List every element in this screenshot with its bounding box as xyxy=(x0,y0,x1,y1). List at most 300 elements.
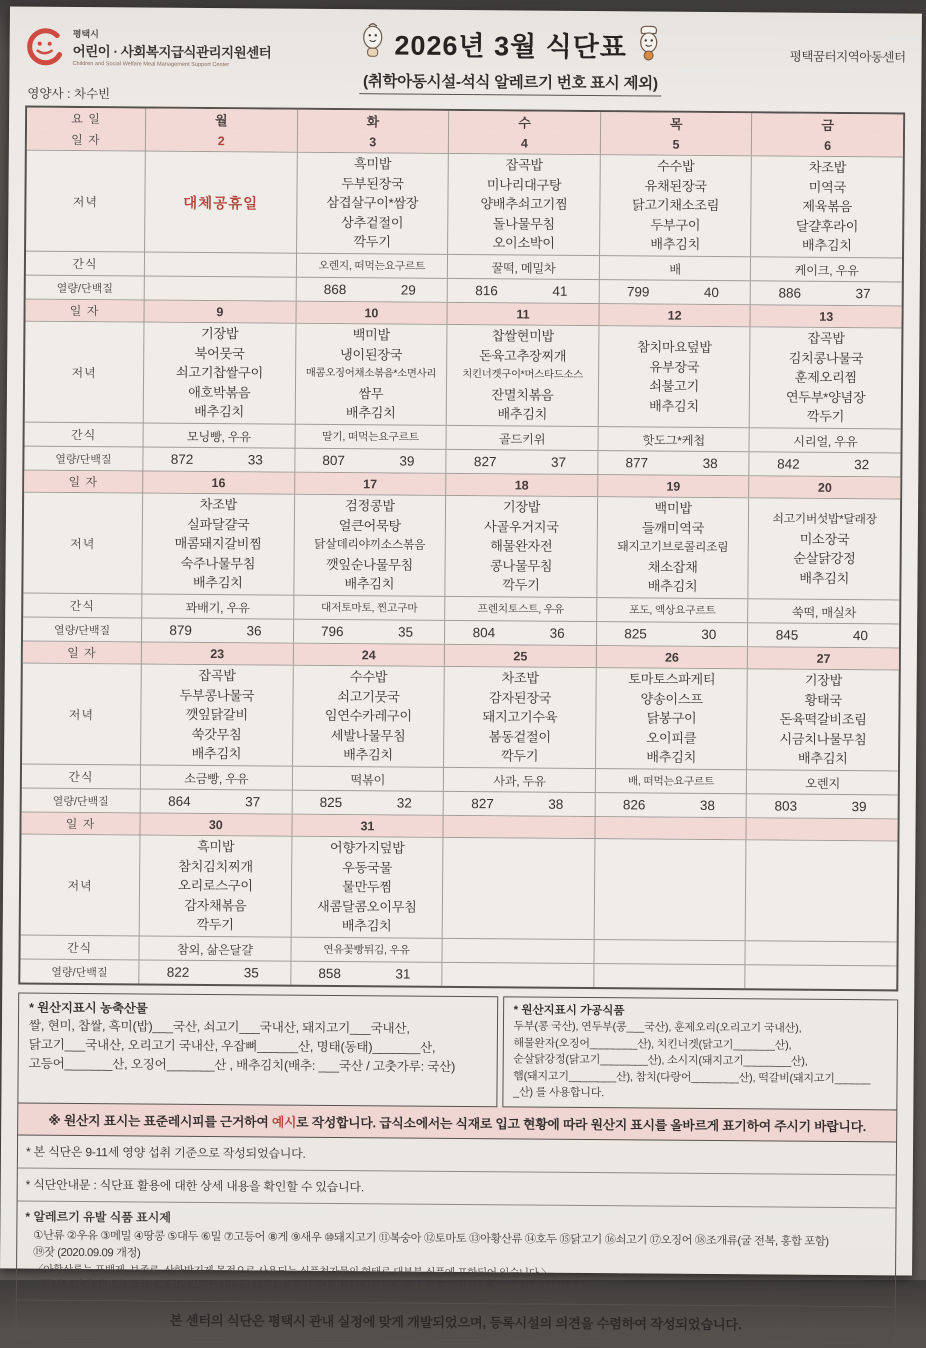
date-cell: 16 xyxy=(142,471,294,493)
date-cell: 4 xyxy=(448,132,600,154)
menu-cell xyxy=(745,840,897,941)
snack-cell: 딸기, 떠먹는요구르트 xyxy=(294,425,446,449)
menu-item: 사골우거지국 xyxy=(484,518,559,535)
kcal-value: 796 xyxy=(320,623,344,640)
date-cell: 19 xyxy=(597,475,749,497)
menu-item: 닭살데리야끼소스볶음 xyxy=(314,537,426,552)
menu-item: 깍두기 xyxy=(196,917,234,933)
row-label-dinner: 저녁 xyxy=(68,707,95,722)
menu-cell xyxy=(293,495,445,596)
weekday-tue: 화 xyxy=(297,110,449,132)
dinner-row xyxy=(26,150,903,258)
menu-item: 참치마요덮밥 xyxy=(637,339,712,355)
logo-org-en: Children and Social Welfare Meal Management Support Center xyxy=(72,60,230,69)
menu-item: 백미밥 xyxy=(654,500,692,517)
energy-cell xyxy=(291,791,443,815)
protein-value: 37 xyxy=(855,286,871,302)
menu-item: 숙주나물무침 xyxy=(180,555,256,572)
weekday-fri: 금 xyxy=(751,113,903,135)
snack-cell xyxy=(593,940,745,964)
title-block xyxy=(283,21,738,98)
kcal-value: 807 xyxy=(322,452,345,469)
menu-item: 수수밥 xyxy=(349,669,388,685)
menu-item: 쑥갓무침 xyxy=(191,726,242,743)
menu-cell xyxy=(446,325,598,426)
row-label-date: 일 자 xyxy=(23,642,141,664)
menu-item: 돼지고기수육 xyxy=(482,709,558,726)
protein-value: 39 xyxy=(851,799,867,815)
menu-item: 황태국 xyxy=(804,692,842,708)
allergy-section xyxy=(17,1201,896,1307)
menu-item: 닭고기채소조림 xyxy=(631,197,720,214)
kcal-value: 826 xyxy=(622,797,646,813)
origin-processed-line: 두부(콩 국산), 연두부(콩___국산), 훈제오리(오리고기 국내산), xyxy=(513,1020,802,1035)
menu-cell xyxy=(140,664,292,765)
kcal-value: 825 xyxy=(319,794,343,811)
origin-livestock-title: * 원산지표시 농축산물 xyxy=(29,1000,148,1016)
menu-weeks xyxy=(20,129,903,990)
menu-item: 배추김치 xyxy=(799,570,850,586)
protein-value: 35 xyxy=(243,965,259,981)
origin-processed-line: 해물완자(오징어________산), 치킨너겟(닭고기_______산), xyxy=(513,1036,792,1052)
energy-cell xyxy=(746,794,898,818)
snack-cell: 배 xyxy=(599,256,751,280)
menu-item: 배추김치 xyxy=(341,918,392,934)
kcal-value: 827 xyxy=(473,454,497,470)
protein-value: 37 xyxy=(550,454,567,470)
menu-item: 유채된장국 xyxy=(644,178,707,194)
kcal-value: 864 xyxy=(168,793,191,809)
menu-item: 제육볶음 xyxy=(802,198,853,215)
row-label-snack: 간식 xyxy=(70,427,97,443)
date-cell: 12 xyxy=(598,304,750,326)
menu-item: 순살닭강정 xyxy=(793,550,856,567)
menu-cell xyxy=(139,835,291,936)
logo-text xyxy=(72,27,271,74)
menu-cell xyxy=(599,155,751,256)
protein-value: 32 xyxy=(396,795,412,811)
row-label-date: 일 자 xyxy=(24,471,142,493)
snack-cell: 포도, 액상요구르트 xyxy=(596,598,748,622)
date-cell: 2 xyxy=(145,130,297,152)
kcal-value: 816 xyxy=(475,283,498,299)
energy-cell xyxy=(749,452,901,476)
date-cell: 25 xyxy=(444,645,596,667)
menu-cell xyxy=(290,837,442,938)
menu-item: 토마토스파게티 xyxy=(628,671,716,688)
menu-table xyxy=(18,106,905,992)
menu-item: 훈제오리찜 xyxy=(794,369,857,386)
dinner-row xyxy=(25,321,902,429)
allergy-list-line: ⑲잣 (2020.09.09 개정) xyxy=(33,1246,141,1260)
menu-cell xyxy=(292,666,444,767)
menu-cell xyxy=(442,838,594,939)
allergy-list-line: ①난류 ②우유 ③메밀 ④땅콩 ⑤대두 ⑥밀 ⑦고등어 ⑧게 ⑨새우 ⑩돼지고기 ⑪복숭아 ⑫토마토 ⑬아황산류 ⑭호두 ⑮닭고기 ⑯쇠고기 ⑰오징어 ⑱조개류(굴 전복, 홍합 포함) xyxy=(33,1229,829,1248)
chef-mascot-icon xyxy=(635,23,663,66)
snack-cell: 모닝빵, 우유 xyxy=(143,423,295,447)
kcal-value: 886 xyxy=(778,285,802,301)
smiley-logo-icon xyxy=(25,27,65,72)
center-logo xyxy=(25,19,283,74)
row-label-dinner: 저녁 xyxy=(71,365,97,380)
energy-cell xyxy=(446,450,598,474)
row-label-date: 일 자 xyxy=(21,813,139,835)
date-cell: 24 xyxy=(292,644,444,666)
energy-cell xyxy=(597,451,749,475)
note-nutrition-standard: * 본 식단은 9-11세 영양 섭취 기준으로 작성되었습니다. xyxy=(18,1135,896,1175)
snack-cell: 대저토마토, 찐고구마 xyxy=(293,596,445,620)
snack-cell: 소금빵, 우유 xyxy=(140,765,292,789)
date-cell: 26 xyxy=(596,646,748,668)
kcal-value: 845 xyxy=(775,627,799,643)
menu-cell xyxy=(296,153,448,254)
menu-item: 오리로스구이 xyxy=(177,878,253,894)
menu-item: 배추김치 xyxy=(646,749,697,766)
snack-cell: 꿀떡, 메밀차 xyxy=(447,255,599,279)
banner-text-post: 로 작성합니다. 급식소에서는 식재로 입고 현황에 따라 원산지 표시를 올바르게 표기하여 주시기 바랍니다. xyxy=(296,1114,867,1134)
snack-cell: 프렌치토스트, 우유 xyxy=(444,597,596,621)
kcal-value: 879 xyxy=(169,622,193,638)
menu-item: 배추김치 xyxy=(343,747,393,763)
banner-text-pre: ※ 원산지 표시는 표준레시피를 근거하여 xyxy=(48,1112,272,1130)
date-cell: 23 xyxy=(141,642,293,664)
protein-value: 37 xyxy=(245,794,261,810)
row-label-dinner: 저녁 xyxy=(72,194,99,209)
origin-processed-line: 햄(돼지고기________산), 참치(다랑어________산), 떡갈비(돼지고기______ xyxy=(513,1069,871,1085)
date-cell: 18 xyxy=(445,474,597,496)
kcal-value: 872 xyxy=(170,451,194,467)
menu-item: 쇠불고기 xyxy=(649,378,700,394)
row-label-dinner: 저녁 xyxy=(67,878,93,893)
menu-item: 배추김치 xyxy=(497,406,548,422)
weekday-mon: 월 xyxy=(145,109,297,131)
date-cell: 11 xyxy=(447,303,599,325)
row-label-energy: 열량/단백질 xyxy=(56,282,113,295)
protein-value: 38 xyxy=(699,797,716,813)
menu-item: 매콤오징어채소볶음*소면사리 xyxy=(305,368,437,381)
page-subtitle: (취학아동시설-석식 알레르기 번호 표시 제외) xyxy=(359,66,662,96)
energy-cell xyxy=(295,278,447,302)
menu-item: 배추김치 xyxy=(647,578,698,595)
menu-item: 배추김치 xyxy=(191,746,242,762)
menu-sheet xyxy=(0,6,922,1333)
protein-value: 29 xyxy=(400,282,416,298)
facility-name: 평택꿈터지역아동센터 xyxy=(789,49,906,65)
menu-item: 기장밥 xyxy=(804,672,843,689)
date-cell: 30 xyxy=(139,813,291,835)
menu-item: 돈육고추장찌개 xyxy=(479,347,567,364)
protein-value xyxy=(671,976,741,977)
snack-cell: 오렌지 xyxy=(746,770,898,794)
menu-item: 깍두기 xyxy=(502,577,540,593)
menu-item: 참치김치찌개 xyxy=(178,858,253,875)
kcal-value: 825 xyxy=(624,626,647,642)
menu-cell xyxy=(141,493,293,594)
menu-item: 배추김치 xyxy=(194,404,245,420)
menu-item: 차조밥 xyxy=(199,497,238,513)
bottom-banner: 본 센터의 식단은 평택시 관내 실정에 맞게 개발되었으며, 등록시설의 의견을 수렴하여 작성되었습니다. xyxy=(15,1301,895,1348)
date-cell: 6 xyxy=(751,134,903,156)
protein-value: 38 xyxy=(702,455,718,472)
logo-org: 어린이 · 사회복지급식관리지원센터 xyxy=(72,43,272,61)
menu-item: 매콤돼지갈비찜 xyxy=(174,535,262,552)
rice-mascot-icon xyxy=(358,21,386,64)
snack-cell xyxy=(442,939,594,963)
energy-cell xyxy=(444,621,596,645)
menu-item: 백미밥 xyxy=(352,327,391,343)
menu-item: 시금치나물무침 xyxy=(779,731,867,747)
menu-item: 세발나물무침 xyxy=(330,727,406,744)
protein-value: 39 xyxy=(399,453,415,469)
menu-cell xyxy=(748,498,900,599)
protein-value: 40 xyxy=(703,284,720,301)
menu-item: 감자채볶음 xyxy=(184,897,247,914)
menu-cell xyxy=(595,668,747,769)
menu-item: 우동국물 xyxy=(342,859,393,876)
snack-cell: 참외, 삶은달걀 xyxy=(138,936,290,960)
date-cell: 13 xyxy=(750,305,902,327)
snack-cell xyxy=(745,941,897,965)
date-cell xyxy=(443,816,595,838)
menu-cell xyxy=(447,154,599,255)
date-cell: 3 xyxy=(296,131,448,153)
snack-cell: 케이크, 우유 xyxy=(750,257,902,281)
menu-item: 연두부*양념장 xyxy=(785,389,866,405)
menu-item: 두부된장국 xyxy=(341,175,404,192)
menu-cell xyxy=(593,839,745,940)
row-label-snack: 간식 xyxy=(66,940,93,956)
menu-item: 김치콩나물국 xyxy=(788,350,864,366)
origin-livestock-box xyxy=(17,993,497,1107)
menu-cell xyxy=(746,669,898,770)
menu-item: 흑미밥 xyxy=(353,156,392,172)
note-menu-guide: * 식단안내문 : 식단표 활용에 대한 상세 내용을 확인할 수 있습니다. xyxy=(18,1168,896,1208)
menu-item: 미나리대구탕 xyxy=(486,176,562,193)
allergy-note: 〈아황산류는 표백제, 보존료, 산화방지제 목적으로 사용되는 식품첨가물의 형태로 대부분 식품에 포함되어 있습니다.〉 xyxy=(33,1263,552,1280)
allergy-note: 〈급식소에서 사용하는 자료에 따라 부여된 번호가 달라질 수 있으니 변경된 식재료 및 제품의 표시사항을 확인하시기 바랍니다.〉 xyxy=(32,1279,596,1296)
row-label-energy: 열량/단백질 xyxy=(53,624,111,637)
menu-item: 양배추쇠고기찜 xyxy=(480,196,568,213)
menu-item: 두부콩나물국 xyxy=(179,687,255,704)
energy-cell xyxy=(142,447,294,471)
row-label-date: 일 자 xyxy=(27,129,145,151)
menu-item: 흑미밥 xyxy=(196,839,235,855)
kcal-value: 868 xyxy=(323,281,347,298)
energy-cell xyxy=(140,789,292,813)
menu-item: 배추김치 xyxy=(797,750,848,767)
weekday-thu: 목 xyxy=(600,112,752,134)
menu-item: 콩나물무침 xyxy=(489,557,553,574)
kcal-value xyxy=(598,976,668,977)
menu-item: 애호박볶음 xyxy=(188,384,251,401)
row-label-day: 요 일 xyxy=(27,108,145,130)
origin-section xyxy=(17,993,898,1110)
protein-value: 35 xyxy=(398,624,414,640)
menu-cell xyxy=(294,324,446,425)
menu-item: 잡곡밥 xyxy=(807,330,845,347)
protein-value xyxy=(222,289,292,290)
menu-item: 감자된장국 xyxy=(488,689,552,706)
page-title: 2026년 3월 식단표 xyxy=(394,30,628,63)
energy-cell xyxy=(443,792,595,816)
menu-item: 미역국 xyxy=(808,179,846,195)
energy-cell xyxy=(596,622,748,646)
origin-processed-line: 순살닭강정(닭고기________산), 소시지(돼지고기________산), xyxy=(513,1053,808,1068)
menu-item: 들깨미역국 xyxy=(641,520,705,536)
menu-item: 돈육떡갈비조림 xyxy=(779,711,867,728)
menu-item: 깍두기 xyxy=(500,748,539,764)
menu-item: 차조밥 xyxy=(808,159,847,176)
protein-value: 31 xyxy=(395,966,411,982)
origin-processed-line: _산) 를 사용합니다. xyxy=(513,1086,605,1100)
protein-value: 30 xyxy=(701,626,717,643)
menu-item: 오이소박이 xyxy=(492,235,555,251)
row-label-energy: 열량/단백질 xyxy=(55,453,112,466)
menu-cell xyxy=(445,496,597,597)
energy-cell xyxy=(294,449,446,473)
menu-item: 검정콩밥 xyxy=(344,498,395,514)
kcal-value: 842 xyxy=(777,456,800,472)
menu-item: 배추김치 xyxy=(192,575,243,591)
kcal-value: 804 xyxy=(472,625,496,641)
menu-item: 깍두기 xyxy=(353,234,391,250)
snack-cell: 시리얼, 우유 xyxy=(749,428,901,452)
row-label-snack: 간식 xyxy=(69,598,95,614)
menu-item: 봄동겉절이 xyxy=(488,728,551,745)
origin-livestock-line: 닭고기___국내산, 오리고기 국내산, 우잡뼈______산, 명태(동태)_______산, xyxy=(28,1037,436,1055)
menu-item: 달걀후라이 xyxy=(795,218,859,234)
menu-item: 깻잎순나물무침 xyxy=(325,556,414,573)
energy-cell xyxy=(144,276,296,300)
date-cell xyxy=(594,817,746,839)
menu-item: 배추김치 xyxy=(344,576,395,592)
date-cell: 9 xyxy=(143,300,295,322)
date-cell xyxy=(746,818,898,840)
menu-item: 배추김치 xyxy=(650,236,701,253)
weekday-wed: 수 xyxy=(448,111,600,133)
menu-item: 양송이스프 xyxy=(640,691,703,707)
energy-cell xyxy=(750,281,902,305)
kcal-value: 799 xyxy=(626,284,650,300)
date-cell: 20 xyxy=(749,476,901,498)
protein-value: 38 xyxy=(548,796,564,812)
row-label-energy: 열량/단백질 xyxy=(52,795,109,808)
snack-cell: 핫도그*케첩 xyxy=(597,427,749,451)
kcal-value: 803 xyxy=(774,798,798,814)
energy-cell xyxy=(447,279,599,303)
date-cell: 17 xyxy=(294,473,446,495)
energy-cell xyxy=(290,962,442,986)
menu-item: 유부장국 xyxy=(649,358,700,375)
menu-item: 배추김치 xyxy=(648,397,699,414)
menu-item: 잡곡밥 xyxy=(198,668,236,684)
menu-item: 치킨너겟구이*머스타드소스 xyxy=(462,369,583,382)
menu-item: 어향가지덮밥 xyxy=(329,840,405,856)
energy-cell xyxy=(293,620,445,644)
dinner-row xyxy=(22,663,899,771)
menu-cell xyxy=(144,152,296,253)
menu-cell xyxy=(443,667,595,768)
menu-item: 임연수카레구이 xyxy=(324,708,412,724)
protein-value xyxy=(519,975,589,976)
origin-processed-box xyxy=(502,996,898,1110)
menu-item: 오이피클 xyxy=(646,730,697,746)
menu-item: 해물완자전 xyxy=(490,538,553,554)
menu-item: 채소잡채 xyxy=(647,559,698,575)
snack-cell: 쑥떡, 매실차 xyxy=(748,599,900,623)
snack-cell: 배, 떠먹는요구르트 xyxy=(595,769,747,793)
row-label-snack: 간식 xyxy=(68,769,94,785)
row-label-energy: 열량/단백질 xyxy=(51,966,108,979)
origin-livestock-line: 쌀, 현미, 찹쌀, 흑미(밥)___국산, 쇠고기___국내산, 돼지고기___국내산, xyxy=(28,1018,410,1036)
energy-cell xyxy=(747,623,899,647)
menu-item: 돼지고기브로콜리조림 xyxy=(617,539,729,555)
kcal-value xyxy=(749,977,819,978)
menu-item: 기장밥 xyxy=(502,499,541,515)
menu-item: 실파달걀국 xyxy=(187,516,250,533)
menu-cell xyxy=(749,327,901,428)
origin-processed-title: * 원산지표시 가공식품 xyxy=(513,1004,625,1018)
dinner-row xyxy=(21,834,898,942)
energy-cell xyxy=(745,965,897,989)
protein-value: 32 xyxy=(854,457,870,473)
menu-item: 배추김치 xyxy=(801,237,852,254)
protein-value: 33 xyxy=(247,452,263,468)
protein-value: 36 xyxy=(549,625,565,641)
snack-cell: 오렌지, 떠먹는요구르트 xyxy=(295,254,447,278)
menu-item: 찹쌀현미밥 xyxy=(491,328,555,344)
menu-item: 잡곡밥 xyxy=(505,157,543,173)
date-cell: 31 xyxy=(291,815,443,837)
snack-cell: 사과, 두유 xyxy=(443,768,595,792)
menu-item: 돌나물무침 xyxy=(492,215,555,232)
dinner-row xyxy=(23,492,900,600)
menu-item: 깻잎닭갈비 xyxy=(185,707,248,723)
kcal-value: 858 xyxy=(318,965,341,982)
menu-item: 북어뭇국 xyxy=(194,345,245,362)
row-label-snack: 간식 xyxy=(72,256,98,272)
protein-value: 36 xyxy=(246,623,262,639)
menu-cell xyxy=(597,326,749,427)
logo-city: 평택시 xyxy=(72,28,99,40)
menu-item: 쇠고기찹쌀구이 xyxy=(175,365,263,381)
menu-item: 물만두찜 xyxy=(342,879,392,895)
menu-item: 닭봉구이 xyxy=(646,710,697,727)
protein-value xyxy=(823,977,893,978)
date-cell: 5 xyxy=(600,133,752,155)
energy-cell xyxy=(441,963,593,987)
menu-item: 새콤달콤오이무침 xyxy=(316,898,417,915)
menu-cell xyxy=(596,497,748,598)
menu-item: 상추겉절이 xyxy=(341,214,404,231)
menu-item: 두부구이 xyxy=(650,217,701,233)
row-label-dinner: 저녁 xyxy=(70,536,96,551)
energy-cell xyxy=(593,964,745,988)
menu-item: 쇠고기버섯밥*달래장 xyxy=(772,511,877,527)
protein-value: 41 xyxy=(552,283,568,299)
kcal-value: 827 xyxy=(471,796,494,812)
menu-item: 차조밥 xyxy=(501,670,539,686)
snack-cell xyxy=(144,252,296,276)
menu-item: 냉이된장국 xyxy=(339,346,403,363)
kcal-value xyxy=(148,288,218,289)
menu-item: 잔멸치볶음 xyxy=(491,386,554,403)
row-label-date: 일 자 xyxy=(26,300,144,322)
menu-item: 쇠고기뭇국 xyxy=(337,688,400,705)
banner-text-highlight: 예시 xyxy=(271,1114,297,1130)
energy-cell xyxy=(594,793,746,817)
energy-cell xyxy=(598,280,750,304)
